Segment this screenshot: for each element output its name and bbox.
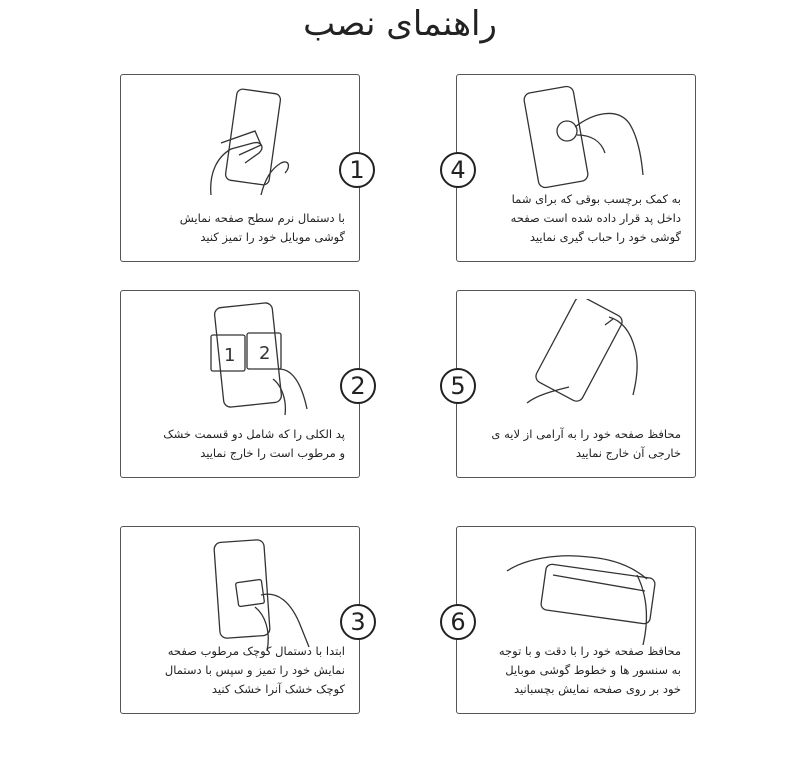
step-3-number: 3 xyxy=(340,604,376,640)
caption-line: گوشی خود را حباب گیری نمایید xyxy=(529,230,681,244)
step-1-number: 1 xyxy=(339,152,375,188)
step-6-caption xyxy=(467,642,681,699)
caption-line: و مرطوب است را خارج نمایید xyxy=(200,446,345,460)
step-6-number: 6 xyxy=(440,604,476,640)
step-5-number: 5 xyxy=(440,368,476,404)
caption-line: نمایش خود را تمیز و سپس با دستمال xyxy=(164,663,345,677)
step-4-caption xyxy=(467,190,681,247)
pad-label-2: 2 xyxy=(259,343,271,364)
caption-line: به کمک برچسب بوقی که برای شما xyxy=(511,192,681,206)
phone-wipe-illustration xyxy=(161,83,321,203)
caption-line: خارجی آن خارج نمایید xyxy=(575,446,681,460)
step-2-card xyxy=(120,290,360,478)
step-5-caption xyxy=(467,425,681,463)
caption-line: گوشی موبایل خود را تمیز کنید xyxy=(200,230,345,244)
step-1-caption xyxy=(131,209,345,247)
step-4-card xyxy=(456,74,696,262)
caption-line: ابتدا با دستمال کوچک مرطوب صفحه xyxy=(167,644,345,658)
step-1-card xyxy=(120,74,360,262)
step-3-caption xyxy=(131,642,345,699)
step-4-number: 4 xyxy=(440,152,476,188)
caption-line: محافظ صفحه خود را با دقت و با توجه xyxy=(498,644,681,658)
peel-protector-illustration xyxy=(497,299,657,419)
small-cloth-illustration xyxy=(161,535,321,655)
bubble-removal-illustration xyxy=(497,83,657,203)
apply-protector-illustration xyxy=(497,535,657,655)
caption-line: محافظ صفحه خود را به آرامی از لایه ی xyxy=(491,427,681,441)
caption-line: داخل پد قرار داده شده است صفحه xyxy=(510,211,681,225)
step-6-card xyxy=(456,526,696,714)
step-2-number: 2 xyxy=(340,368,376,404)
step-3-card xyxy=(120,526,360,714)
caption-line: پد الکلی را که شامل دو قسمت خشک xyxy=(163,427,345,441)
caption-line: خود بر روی صفحه نمایش بچسبانید xyxy=(513,682,681,696)
caption-line: به سنسور ها و خطوط گوشی موبایل xyxy=(505,663,681,677)
step-5-card xyxy=(456,290,696,478)
caption-line: کوچک خشک آنرا خشک کنید xyxy=(211,682,345,696)
alcohol-pad-illustration xyxy=(161,299,321,419)
pad-label-1: 1 xyxy=(224,345,236,366)
page-title: راهنمای نصب xyxy=(303,4,497,44)
caption-line: با دستمال نرم سطح صفحه نمایش xyxy=(179,211,345,225)
step-2-caption xyxy=(131,425,345,463)
